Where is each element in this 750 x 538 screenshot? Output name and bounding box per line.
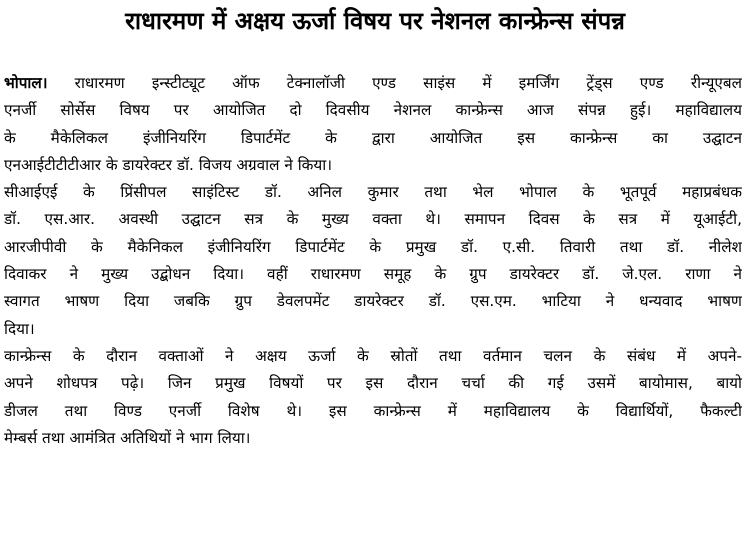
paragraph-line: दिवाकर ने मुख्य उद्बोधन दिया। वहीं राधारमण समूह के ग्रुप डायरेक्टर डॉ. जे.एल. राणा ने (4, 265, 742, 284)
paragraph-line: सीआईएई के प्रिंसीपल साइंटिस्ट डॉ. अनिल कुमार तथा भेल भोपाल के भूतपूर्व महाप्रबंधक (4, 183, 742, 202)
paragraph-line: अपने शोधपत्र पढ़े। जिन प्रमुख विषयों पर इस दौरान चर्चा की गई उसमें बायोमास, बायो (4, 374, 742, 393)
paragraph-line-text: राधारमण इन्स्टीट्यूट ऑफ टेक्नालॉजी एण्ड साइंस में इमर्जिंग ट्रेंड्स एण्ड रीन्यूएबल (47, 74, 742, 92)
paragraph-3 (4, 343, 742, 452)
paragraph-line: मेम्बर्स तथा आमंत्रित अतिथियों ने भाग लिया। (4, 428, 251, 447)
paragraph-1 (4, 70, 742, 179)
paragraph-line: डॉ. एस.आर. अवस्थी उद्घाटन सत्र के मुख्य वक्ता थे। समापन दिवस के सत्र में यूआईटी, (4, 210, 742, 229)
paragraph-line: के मैकेलिकल इंजीनियरिंग डिपार्टमेंट के द्वारा आयोजित इस कान्फ्रेन्स का उद्घाटन (4, 128, 742, 147)
headline: राधारमण में अक्षय ऊर्जा विषय पर नेशनल कान्फ्रेन्स संपन्न (125, 7, 625, 35)
paragraph-line: एनर्जी सोर्सेस विषय पर आयोजित दो दिवसीय नेशनल कान्फ्रेन्स आज संपन्न हुई। महाविद्यालय (4, 101, 742, 120)
paragraph-line: एनआईटीटीटीआर के डायरेक्टर डॉ. विजय अग्रवाल ने किया। (4, 155, 333, 174)
paragraph-2 (4, 179, 742, 343)
paragraph-line (4, 70, 742, 97)
paragraph-line: डीजल तथा विण्ड एनर्जी विशेष थे। इस कान्फ्रेन्स में महाविद्यालय के विद्यार्थियों, फैकल्टी (4, 401, 742, 420)
paragraph-line: स्वागत भाषण दिया जबकि ग्रुप डेवलपमेंट डायरेक्टर डॉ. एस.एम. भाटिया ने धन्यवाद भाषण (4, 292, 742, 311)
dateline: भोपाल। (4, 74, 48, 92)
paragraph-line: आरजीपीवी के मैकेनिकल इंजीनियरिंग डिपार्टमेंट के प्रमुख डॉ. ए.सी. तिवारी तथा डॉ. नीलेश (4, 237, 742, 256)
article-body (4, 70, 742, 452)
paragraph-line: कान्फ्रेन्स के दौरान वक्ताओं ने अक्षय ऊर्जा के स्रोतों तथा वर्तमान चलन के संबंध में अपने- (4, 346, 742, 365)
paragraph-line: दिया। (4, 319, 35, 338)
